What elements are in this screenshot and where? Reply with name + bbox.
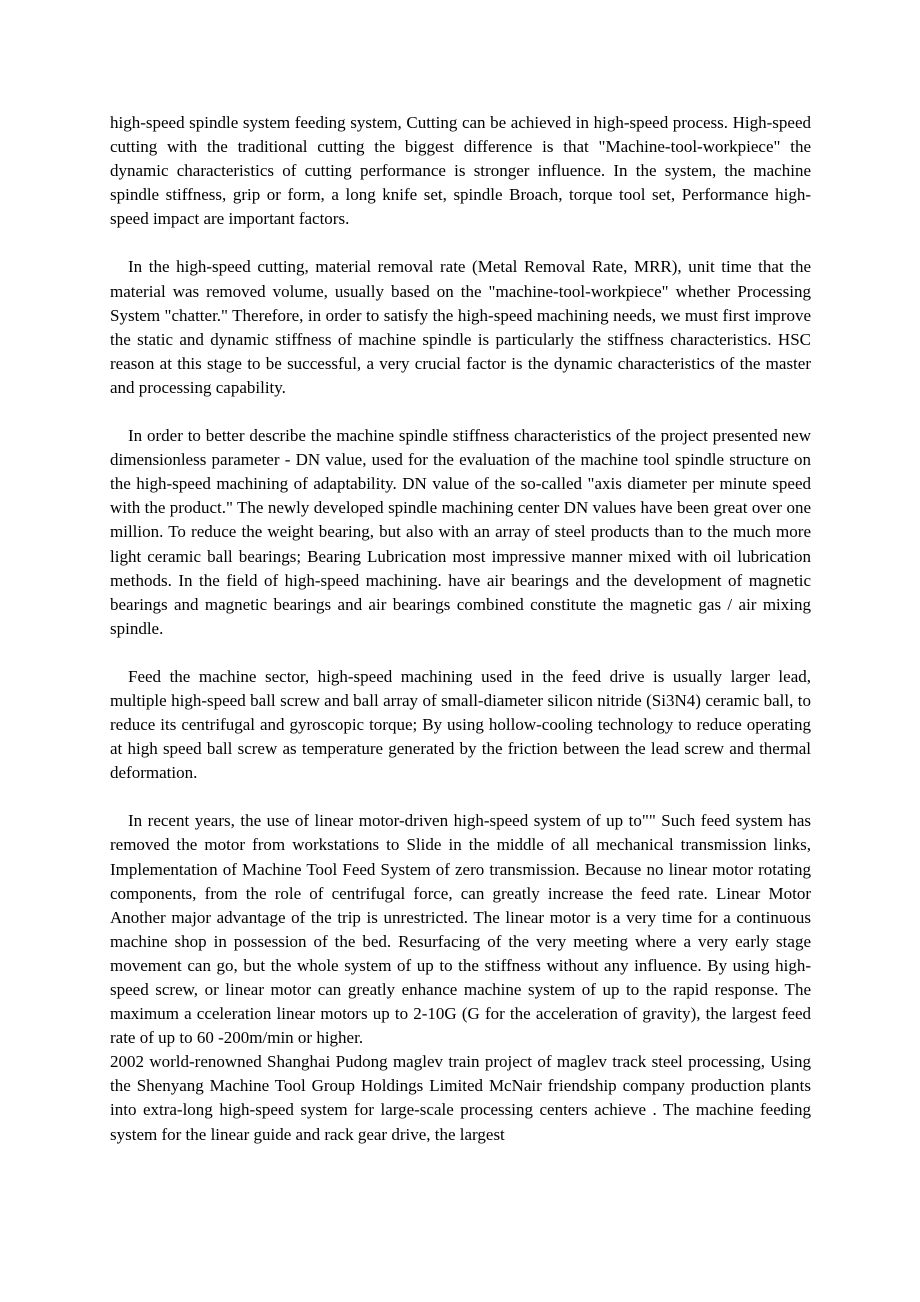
document-page	[110, 111, 811, 1147]
paragraph-spacer	[110, 231, 811, 255]
paragraph-2: In the high-speed cutting, material removal rate (Metal Removal Rate, MRR), unit time that the material was removed volume, usually based on the "machine-tool-workpiece" whether Processing System "chatter." Therefore, in order to satisfy the high-speed machining needs, we must first improve the static and dynamic stiffness of machine spindle is particularly the stiffness characteristics. HSC reason at this stage to be successful, a very crucial factor is the dynamic characteristics of the master and processing capability.	[110, 257, 811, 397]
paragraph-spacer	[110, 641, 811, 665]
paragraph-3: In order to better describe the machine spindle stiffness characteristics of the project presented new dimensionless parameter - DN value, used for the evaluation of the machine tool spindle structure on the high-speed machining of adaptability. DN value of the so-called "axis diameter per minute speed with the product." The newly developed spindle machining center DN values have been great over one million. To reduce the weight bearing, but also with an array of steel products than to the much more light ceramic ball bearings; Bearing Lubrication most impressive manner mixed with oil lubrication methods. In the field of high-speed machining. have air bearings and the development of magnetic bearings and magnetic bearings and air bearings combined constitute the magnetic gas / air mixing spindle.	[110, 426, 811, 638]
paragraph-4: Feed the machine sector, high-speed machining used in the feed drive is usually larger lead, multiple high-speed ball screw and ball array of small-diameter silicon nitride (Si3N4) ceramic ball, to reduce its centrifugal and gyroscopic torque; By using hollow-cooling technology to reduce operating at high speed ball screw as temperature generated by the friction between the lead screw and thermal deformation.	[110, 666, 811, 783]
paragraph-6: 2002 world-renowned Shanghai Pudong maglev train project of maglev track steel processing, Using the Shenyang Machine Tool Group Holdings Limited McNair friendship company production plants into extra-long high-speed system for large-scale processing centers achieve . The machine feeding system for the linear guide and rack gear drive, the largest	[110, 1052, 811, 1144]
paragraph-1: high-speed spindle system feeding system, Cutting can be achieved in high-speed process. High-speed cutting with the traditional cutting the biggest difference is that "Machine-tool-workpiece" the dynamic characteristics of cutting performance is stronger influence. In the system, the machine spindle stiffness, grip or form, a long knife set, spindle Broach, torque tool set, Performance high-speed impact are important factors.	[110, 113, 811, 229]
paragraph-5: In recent years, the use of linear motor-driven high-speed system of up to"" Such feed system has removed the motor from workstations to Slide in the middle of all mechanical transmission links, Implementation of Machine Tool Feed System of zero transmission. Because no linear motor rotating components, from the role of centrifugal force, can greatly increase the feed rate. Linear Motor Another major advantage of the trip is unrestricted. The linear motor is a very time for a continuous machine shop in possession of the bed. Resurfacing of the very meeting where a very early stage movement can go, but the whole system of up to the stiffness without any influence. By using high-speed screw, or linear motor can greatly enhance machine system of up to the rapid response. The maximum a cceleration linear motors up to 2-10G (G for the acceleration of gravity), the largest feed rate of up to 60 -200m/min or higher.	[110, 811, 811, 1048]
paragraph-spacer	[110, 785, 811, 809]
paragraph-spacer	[110, 400, 811, 424]
